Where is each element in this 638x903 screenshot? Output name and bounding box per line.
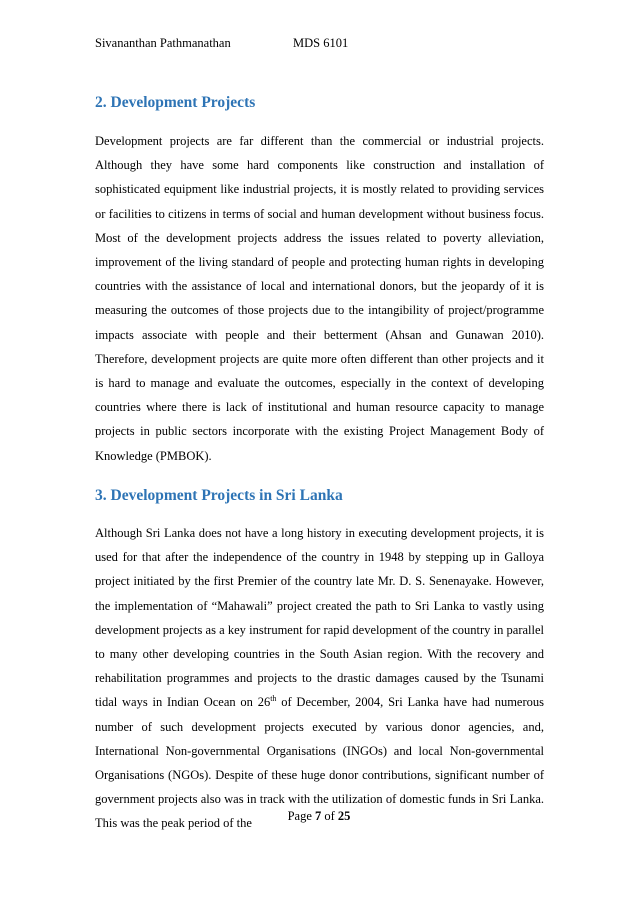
page-header xyxy=(95,36,348,51)
header-author: Sivananthan Pathmanathan xyxy=(95,36,231,50)
footer-total-pages: 25 xyxy=(337,809,351,823)
section-3-text-part1: Although Sri Lanka does not have a long history in executing development projects, it is used for that after the independence of the country in 1948 by stepping up in Galloya project initiated by the first Premier of the country late Mr. D. S. Senenayake. However, the implementation of “Mahawali” project created the path to Sri Lanka to vastly using development projects as a key instrument for rapid development of the country in parallel to many other developing countries in the South Asian region. With the recovery and rehabilitation programmes and projects to the drastic damages caused by the Tsunami tidal ways in Indian Ocean on 26 xyxy=(95,526,544,710)
footer-page-word: Page xyxy=(287,809,312,823)
page-footer xyxy=(0,809,638,824)
section-2-paragraph: Development projects are far different than the commercial or industrial projects. Although they have some hard components like construction and installation of sophisticated equipment like industrial projects, it is mostly related to providing services or facilities to citizens in terms of social and human development without business focus. Most of the development projects address the issues related to poverty alleviation, improvement of the living standard of people and protecting human rights in developing countries with the assistance of local and international donors, but the jeopardy of it is measuring the outcomes of those projects due to the intangibility of project/programme impacts associate with people and their betterment (Ahsan and Gunawan 2010). Therefore, development projects are quite more often different than other projects and it is hard to manage and evaluate the outcomes, especially in the context of developing countries where there is lack of institutional and human resource capacity to manage projects in public sectors incorporate with the existing Project Management Body of Knowledge (PMBOK). xyxy=(95,134,544,463)
header-course-code: MDS 6101 xyxy=(293,36,349,50)
footer-current-page: 7 xyxy=(315,809,322,823)
section-3-heading: 3. Development Projects in Sri Lanka xyxy=(95,487,343,504)
ordinal-superscript: th xyxy=(270,694,277,704)
section-3-text-part2: of December, 2004, Sri Lanka have had numerous number of such development projects executed by various donor agencies, and, International Non-governmental Organisations (INGOs) and local Non-governmental Organisations (NGOs). Despite of these huge donor contributions, significant number of government projects also was in track with the utilization of domestic funds in Sri Lanka. This was the peak period of the xyxy=(95,695,545,831)
section-3-paragraph xyxy=(95,521,544,836)
footer-of-word: of xyxy=(324,809,335,823)
section-2-heading: 2. Development Projects xyxy=(95,94,256,111)
